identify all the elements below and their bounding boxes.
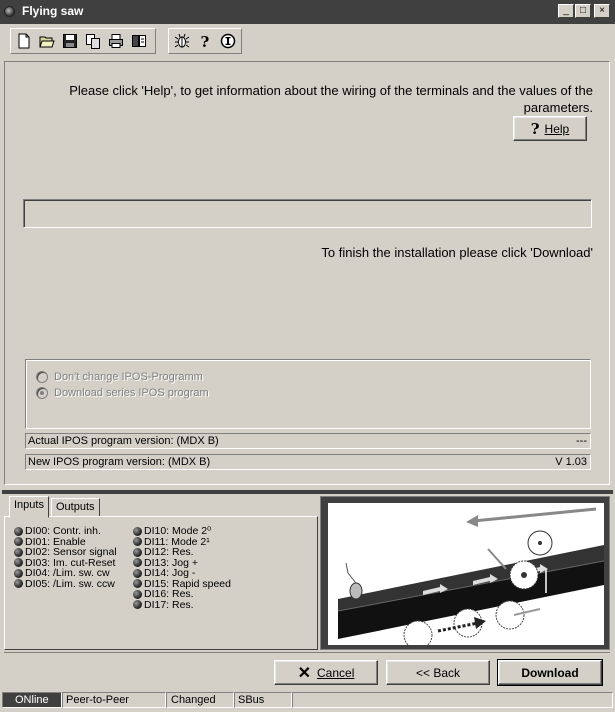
maximize-button[interactable]: □ [575,4,591,18]
copy-icon[interactable] [83,31,103,51]
help-instructions: Please click 'Help', to get information about the wiring of the terminals and the values of the parameters. [69,83,593,115]
title-bar [0,0,615,24]
list-item: DI12: Res. [133,547,231,558]
list-item: DI11: Mode 2¹ [133,537,231,548]
inputs-list-panel [4,516,318,650]
new-file-icon[interactable] [14,31,34,51]
led-icon [14,527,23,536]
status-bar [0,690,615,712]
cancel-button[interactable] [274,660,378,685]
led-icon [14,537,23,546]
radio-download-series-ipos[interactable] [36,387,209,399]
download-button[interactable] [498,660,602,685]
new-version-row [25,454,591,470]
list-item: DI10: Mode 2⁰ [133,526,231,537]
help-button-label: Help [544,121,570,136]
actual-version-value: --- [576,435,587,447]
info-icon[interactable] [218,31,238,51]
app-icon [4,6,15,17]
open-folder-icon[interactable] [37,31,57,51]
ipos-options-group [25,359,591,429]
back-button-label: << Back [415,665,461,680]
finish-instructions: To finish the installation please click 'Download' [321,245,593,260]
actual-version-row [25,433,591,449]
download-button-label: Download [521,665,579,680]
close-button[interactable]: × [594,4,610,18]
toolbar-help-group [168,28,242,54]
status-online: ONline [2,692,62,708]
cancel-button-label: Cancel [317,665,355,680]
radio-label: Download series IPOS program [54,387,209,399]
button-bar [4,652,610,688]
window-title: Flying saw [22,4,84,18]
list-item: DI00: Contr. inh. [14,526,117,537]
led-icon [133,537,142,546]
minimize-button[interactable]: _ [558,4,574,18]
led-icon [133,548,142,557]
led-icon [14,558,23,567]
status-empty [292,692,613,708]
list-item: DI05: /Lim. sw. ccw [14,579,117,590]
actual-version-label: Actual IPOS program version: (MDX B) [28,435,219,447]
led-icon [14,548,23,557]
led-icon [133,527,142,536]
cancel-icon: ✕ [297,664,312,682]
tab-outputs[interactable]: Outputs [51,498,100,517]
status-peer-to-peer: Peer-to-Peer [62,692,166,708]
print-icon[interactable] [106,31,126,51]
book-icon[interactable] [129,31,149,51]
led-icon [133,579,142,588]
radio-button[interactable] [36,371,48,383]
status-changed: Changed [166,692,234,708]
list-item: DI15: Rapid speed [133,579,231,590]
help-button[interactable] [513,116,587,141]
bug-icon[interactable] [172,31,192,51]
main-panel [4,61,610,485]
led-icon [133,600,142,609]
led-icon [133,569,142,578]
toolbar [0,24,615,60]
list-item: DI14: Jog - [133,568,231,579]
list-item: DI17: Res. [133,600,231,611]
radio-label: Don't change IPOS-Programm [54,371,203,383]
radio-dont-change-ipos[interactable] [36,371,203,383]
io-panel [4,496,318,650]
tab-inputs[interactable]: Inputs [9,496,49,518]
list-item: DI01: Enable [14,537,117,548]
list-item: DI04: /Lim. sw. cw [14,568,117,579]
led-icon [14,569,23,578]
list-item: DI02: Sensor signal [14,547,117,558]
help-icon[interactable] [195,31,215,51]
led-icon [14,579,23,588]
flying-saw-illustration [320,496,610,650]
toolbar-file-group [10,28,156,54]
led-icon [133,558,142,567]
new-version-label: New IPOS program version: (MDX B) [28,456,211,468]
illustration-canvas [328,503,604,645]
status-sbus: SBus [234,692,292,708]
radio-button[interactable] [36,387,48,399]
question-mark-icon: ? [530,119,540,138]
list-item: DI03: Im. cut-Reset [14,558,117,569]
save-icon[interactable] [60,31,80,51]
inputs-left-column [14,526,117,589]
list-item: DI13: Jog + [133,558,231,569]
back-button[interactable] [386,660,490,685]
svg-text:?: ? [200,33,210,49]
progress-bar [23,199,592,228]
inputs-right-column [133,526,231,610]
new-version-value: V 1.03 [555,456,587,468]
divider [2,490,613,494]
led-icon [133,590,142,599]
list-item: DI16: Res. [133,589,231,600]
